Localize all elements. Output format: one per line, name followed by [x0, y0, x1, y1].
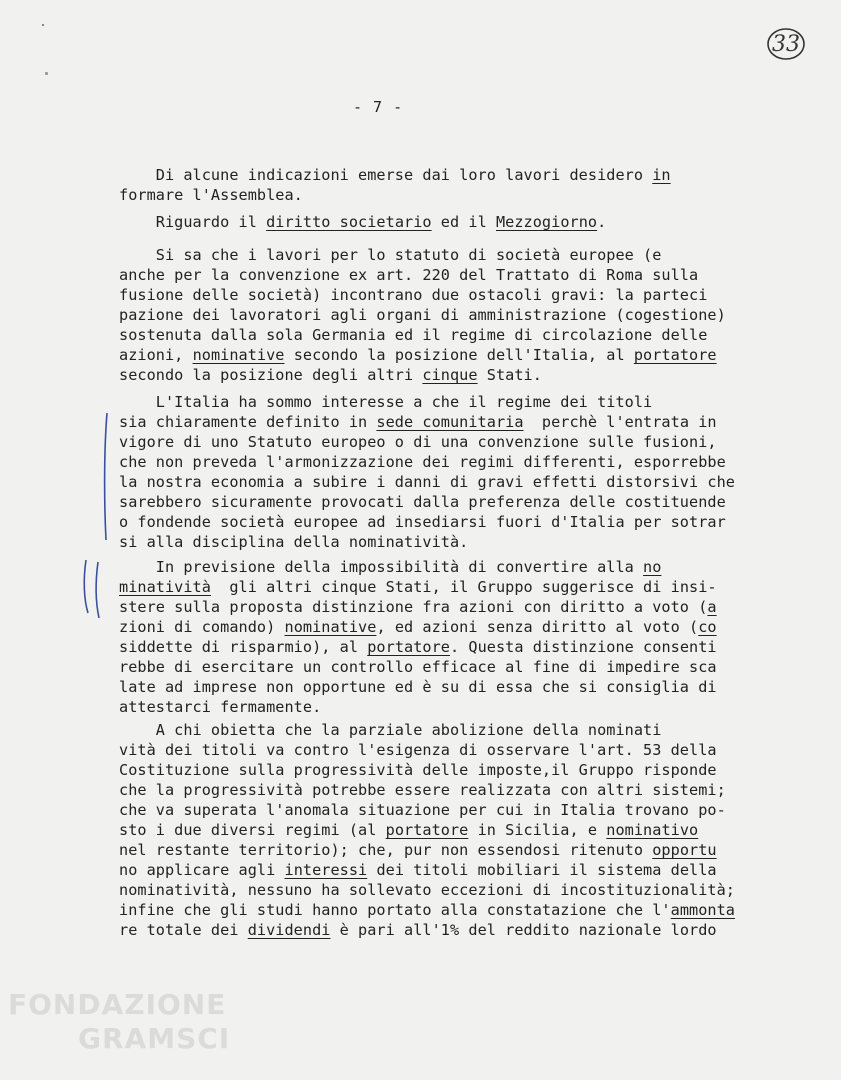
text-segment: che va superata l'anomala situazione per cui in Italia trovano po-	[119, 801, 726, 819]
text-segment: L'Italia ha sommo interesse a che il regime dei titoli	[119, 393, 653, 411]
text-segment: vigore di uno Statuto europeo o di una convenzione sulle fusioni,	[119, 433, 717, 451]
text-segment: In previsione della impossibilità di convertire alla	[119, 558, 644, 576]
text-segment: sia chiaramente definito in	[119, 413, 377, 431]
text-segment: secondo la posizione degli altri	[119, 366, 423, 384]
text-segment: la nostra economia a subire i danni di gravi effetti distorsivi che	[119, 473, 735, 491]
text-segment: A chi obietta che la parziale abolizione della nominati	[119, 721, 662, 739]
underlined-text: dividendi	[247, 921, 331, 939]
text-segment: nominatività, nessuno ha sollevato eccezioni di incostituzionalità;	[119, 881, 735, 899]
text-segment: Si sa che i lavori per lo statuto di società europee (e	[119, 246, 662, 264]
text-segment: Stati.	[477, 366, 542, 384]
underlined-text: Mezzogiorno	[495, 213, 598, 231]
page-number: - 7 -	[353, 98, 404, 116]
underlined-text: nominative	[284, 618, 377, 636]
text-segment: fusione delle società) incontrano due ostacoli gravi: la parteci	[119, 286, 708, 304]
underlined-text: a	[707, 598, 717, 616]
text-segment: si alla disciplina della nominatività.	[119, 533, 469, 551]
watermark-line: GRAMSCI	[78, 1022, 231, 1055]
text-segment: sostenuta dalla sola Germania ed il regime di circolazione delle	[119, 326, 708, 344]
underlined-text: interessi	[284, 861, 368, 879]
text-segment: attestarci fermamente.	[119, 698, 322, 716]
text-segment: Costituzione sulla progressività delle imposte,il Gruppo risponde	[119, 761, 717, 779]
text-segment: pazione dei lavoratori agli organi di amministrazione (cogestione)	[119, 306, 726, 324]
underlined-text: minatività	[119, 578, 211, 596]
text-segment: perchè l'entrata in	[523, 413, 717, 431]
underlined-text: no	[643, 558, 662, 576]
underlined-text: portatore	[633, 346, 717, 364]
text-segment: .	[597, 213, 607, 231]
text-segment: , ed azioni senza diritto al voto (	[376, 618, 699, 636]
margin-line-mark	[84, 560, 88, 613]
text-segment: che la progressività potrebbe essere realizzata con altri sistemi;	[119, 781, 726, 799]
text-segment: anche per la convenzione ex art. 220 del Trattato di Roma sulla	[119, 266, 699, 284]
text-segment: siddette di risparmio), al	[119, 638, 368, 656]
text-segment: dei titoli mobiliari il sistema della	[367, 861, 717, 879]
text-segment: azioni,	[119, 346, 193, 364]
text-segment: no applicare agli	[119, 861, 285, 879]
text-segment: è pari all'1% del reddito nazionale lordo	[330, 921, 717, 939]
text-segment: in Sicilia, e	[468, 821, 607, 839]
text-segment: o fondende società europee ad insediarsi fuori d'Italia per sotrar	[119, 513, 726, 531]
text-segment: infine che gli studi hanno portato alla constatazione che l'	[119, 901, 671, 919]
text-segment: formare l'Assemblea.	[119, 186, 303, 204]
text-segment: gli altri cinque Stati, il Gruppo suggerisce di insi-	[210, 578, 717, 596]
underlined-text: co	[698, 618, 717, 636]
underlined-text: sede comunitaria	[376, 413, 524, 431]
text-segment: nel restante territorio); che, pur non essendosi ritenuto	[119, 841, 653, 859]
watermark	[8, 988, 230, 1056]
watermark-line: FONDAZIONE	[8, 988, 227, 1021]
text-segment: re totale dei	[119, 921, 248, 939]
text-segment: Di alcune indicazioni emerse dai loro lavori desidero	[119, 166, 653, 184]
underlined-text: opportu	[652, 841, 717, 859]
text-segment: sarebbero sicuramente provocati dalla preferenza delle costituende	[119, 493, 726, 511]
stamp-number: 33	[772, 31, 800, 57]
margin-line-mark	[105, 413, 107, 540]
text-segment: che non preveda l'armonizzazione dei regimi differenti, esporrebbe	[119, 453, 726, 471]
underlined-text: portatore	[385, 821, 469, 839]
text-segment: secondo la posizione dell'Italia, al	[284, 346, 634, 364]
margin-line-mark	[96, 562, 99, 618]
underlined-text: in	[652, 166, 671, 184]
text-segment: . Questa distinzione consenti	[449, 638, 717, 656]
text-segment: late ad imprese non opportune ed è su di essa che si consiglia di	[119, 678, 717, 696]
text-segment: ed il	[431, 213, 496, 231]
text-segment: vità dei titoli va contro l'esigenza di osservare l'art. 53 della	[119, 741, 717, 759]
underlined-text: portatore	[367, 638, 450, 656]
underlined-text: nominativo	[606, 821, 699, 839]
text-segment: rebbe di esercitare un controllo efficace al fine di impedire sca	[119, 658, 717, 676]
underlined-text: nominative	[192, 346, 285, 364]
underlined-text: diritto societario	[266, 213, 432, 231]
text-segment: zioni di comando)	[119, 618, 285, 636]
underlined-text: ammonta	[670, 901, 735, 919]
text-segment: Riguardo il	[119, 213, 267, 231]
text-segment: sto i due diversi regimi (al	[119, 821, 386, 839]
underlined-text: cinque	[422, 366, 478, 384]
text-segment: stere sulla proposta distinzione fra azioni con diritto a voto (	[119, 598, 708, 616]
